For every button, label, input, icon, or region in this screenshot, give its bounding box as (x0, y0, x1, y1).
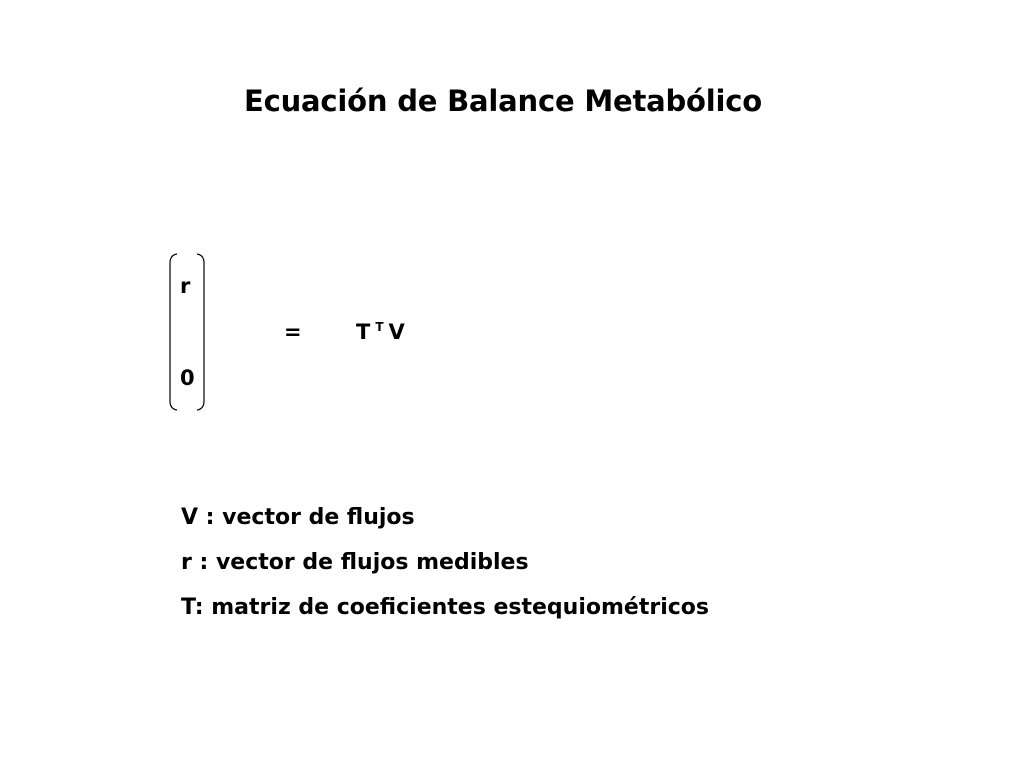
slide-title: Ecuación de Balance Metabólico (244, 84, 762, 118)
left-bracket (168, 253, 178, 411)
equals-sign: = (284, 320, 302, 344)
vector-entry-r: r (180, 274, 191, 298)
definitions-list (181, 503, 709, 638)
definition-t: T: matriz de coeficientes estequiométricos (181, 595, 709, 620)
rhs-vector-v: V (388, 320, 405, 344)
definition-v: V : vector de flujos (181, 505, 415, 530)
vector-entry-zero: 0 (180, 366, 195, 390)
equation-rhs (356, 320, 405, 344)
right-bracket (196, 253, 206, 411)
rhs-transpose-superscript: T (375, 320, 384, 334)
definition-r: r : vector de flujos medibles (181, 550, 529, 575)
rhs-matrix-t: T (356, 320, 371, 344)
